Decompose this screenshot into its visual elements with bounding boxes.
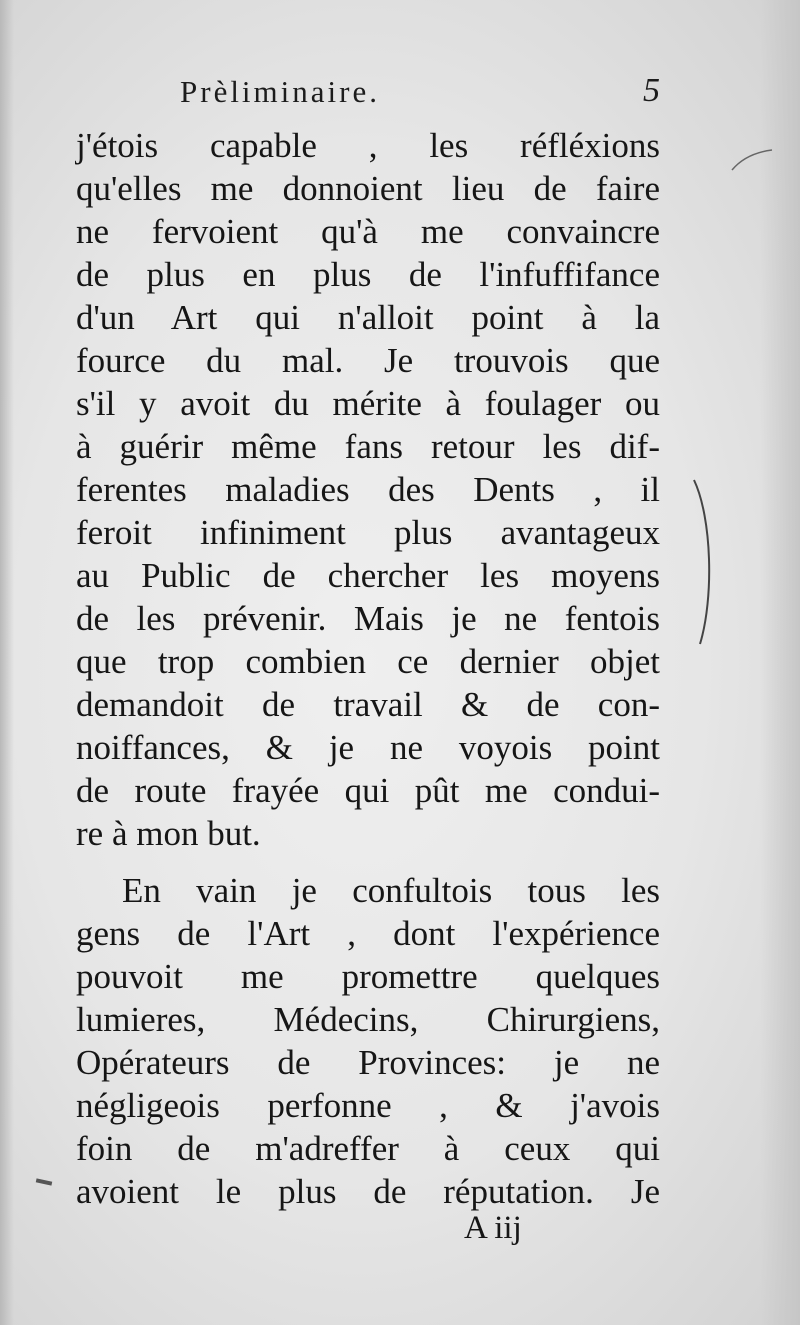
- paragraph-gap: [76, 855, 660, 869]
- running-head: Prèliminaire.: [180, 74, 380, 109]
- text-line: de route frayée qui pût me condui-: [76, 771, 660, 810]
- margin-tick-mark: [730, 148, 774, 172]
- paragraph-2: [76, 869, 660, 1213]
- text-line: feroit infiniment plus avantageux: [76, 513, 660, 552]
- paragraph-1: [76, 124, 660, 855]
- text-line: j'étois capable , les réfléxions: [76, 126, 660, 165]
- text-line: que trop combien ce dernier objet: [76, 642, 660, 681]
- margin-dash-mark: [36, 1178, 52, 1185]
- text-line: noiffances, & je ne voyois point: [76, 728, 660, 767]
- text-line: ne fervoient qu'à me convaincre: [76, 212, 660, 251]
- text-line: de les prévenir. Mais je ne fentois: [76, 599, 660, 638]
- text-line: gens de l'Art , dont l'expérience: [76, 914, 660, 953]
- text-line: En vain je confultois tous les: [122, 871, 660, 910]
- text-line: d'un Art qui n'alloit point à la: [76, 298, 660, 337]
- page-header: [180, 74, 660, 124]
- margin-bracket-mark: [690, 478, 718, 646]
- text-line: qu'elles me donnoient lieu de faire: [76, 169, 660, 208]
- page-number: 5: [643, 72, 660, 109]
- page-shadow-right: [760, 0, 800, 1325]
- text-line: négligeois perfonne , & j'avois: [76, 1086, 660, 1125]
- page-shadow-left: [0, 0, 14, 1325]
- text-line: Opérateurs de Provinces: je ne: [76, 1043, 660, 1082]
- text-line: demandoit de travail & de con-: [76, 685, 660, 724]
- text-line: de plus en plus de l'infuffifance: [76, 255, 660, 294]
- signature-mark: A iij: [464, 1210, 522, 1246]
- text-line: à guérir même fans retour les dif-: [76, 427, 660, 466]
- text-line: lumieres, Médecins, Chirurgiens,: [76, 1000, 660, 1039]
- body-text: [76, 124, 660, 1213]
- text-line: s'il y avoit du mérite à foulager ou: [76, 384, 660, 423]
- text-line: foin de m'adreffer à ceux qui: [76, 1129, 660, 1168]
- text-line: fource du mal. Je trouvois que: [76, 341, 660, 380]
- text-line: au Public de chercher les moyens: [76, 556, 660, 595]
- text-line: pouvoit me promettre quelques: [76, 957, 660, 996]
- text-line: re à mon but.: [76, 814, 261, 853]
- text-line: avoient le plus de réputation. Je: [76, 1172, 660, 1211]
- text-line: ferentes maladies des Dents , il: [76, 470, 660, 509]
